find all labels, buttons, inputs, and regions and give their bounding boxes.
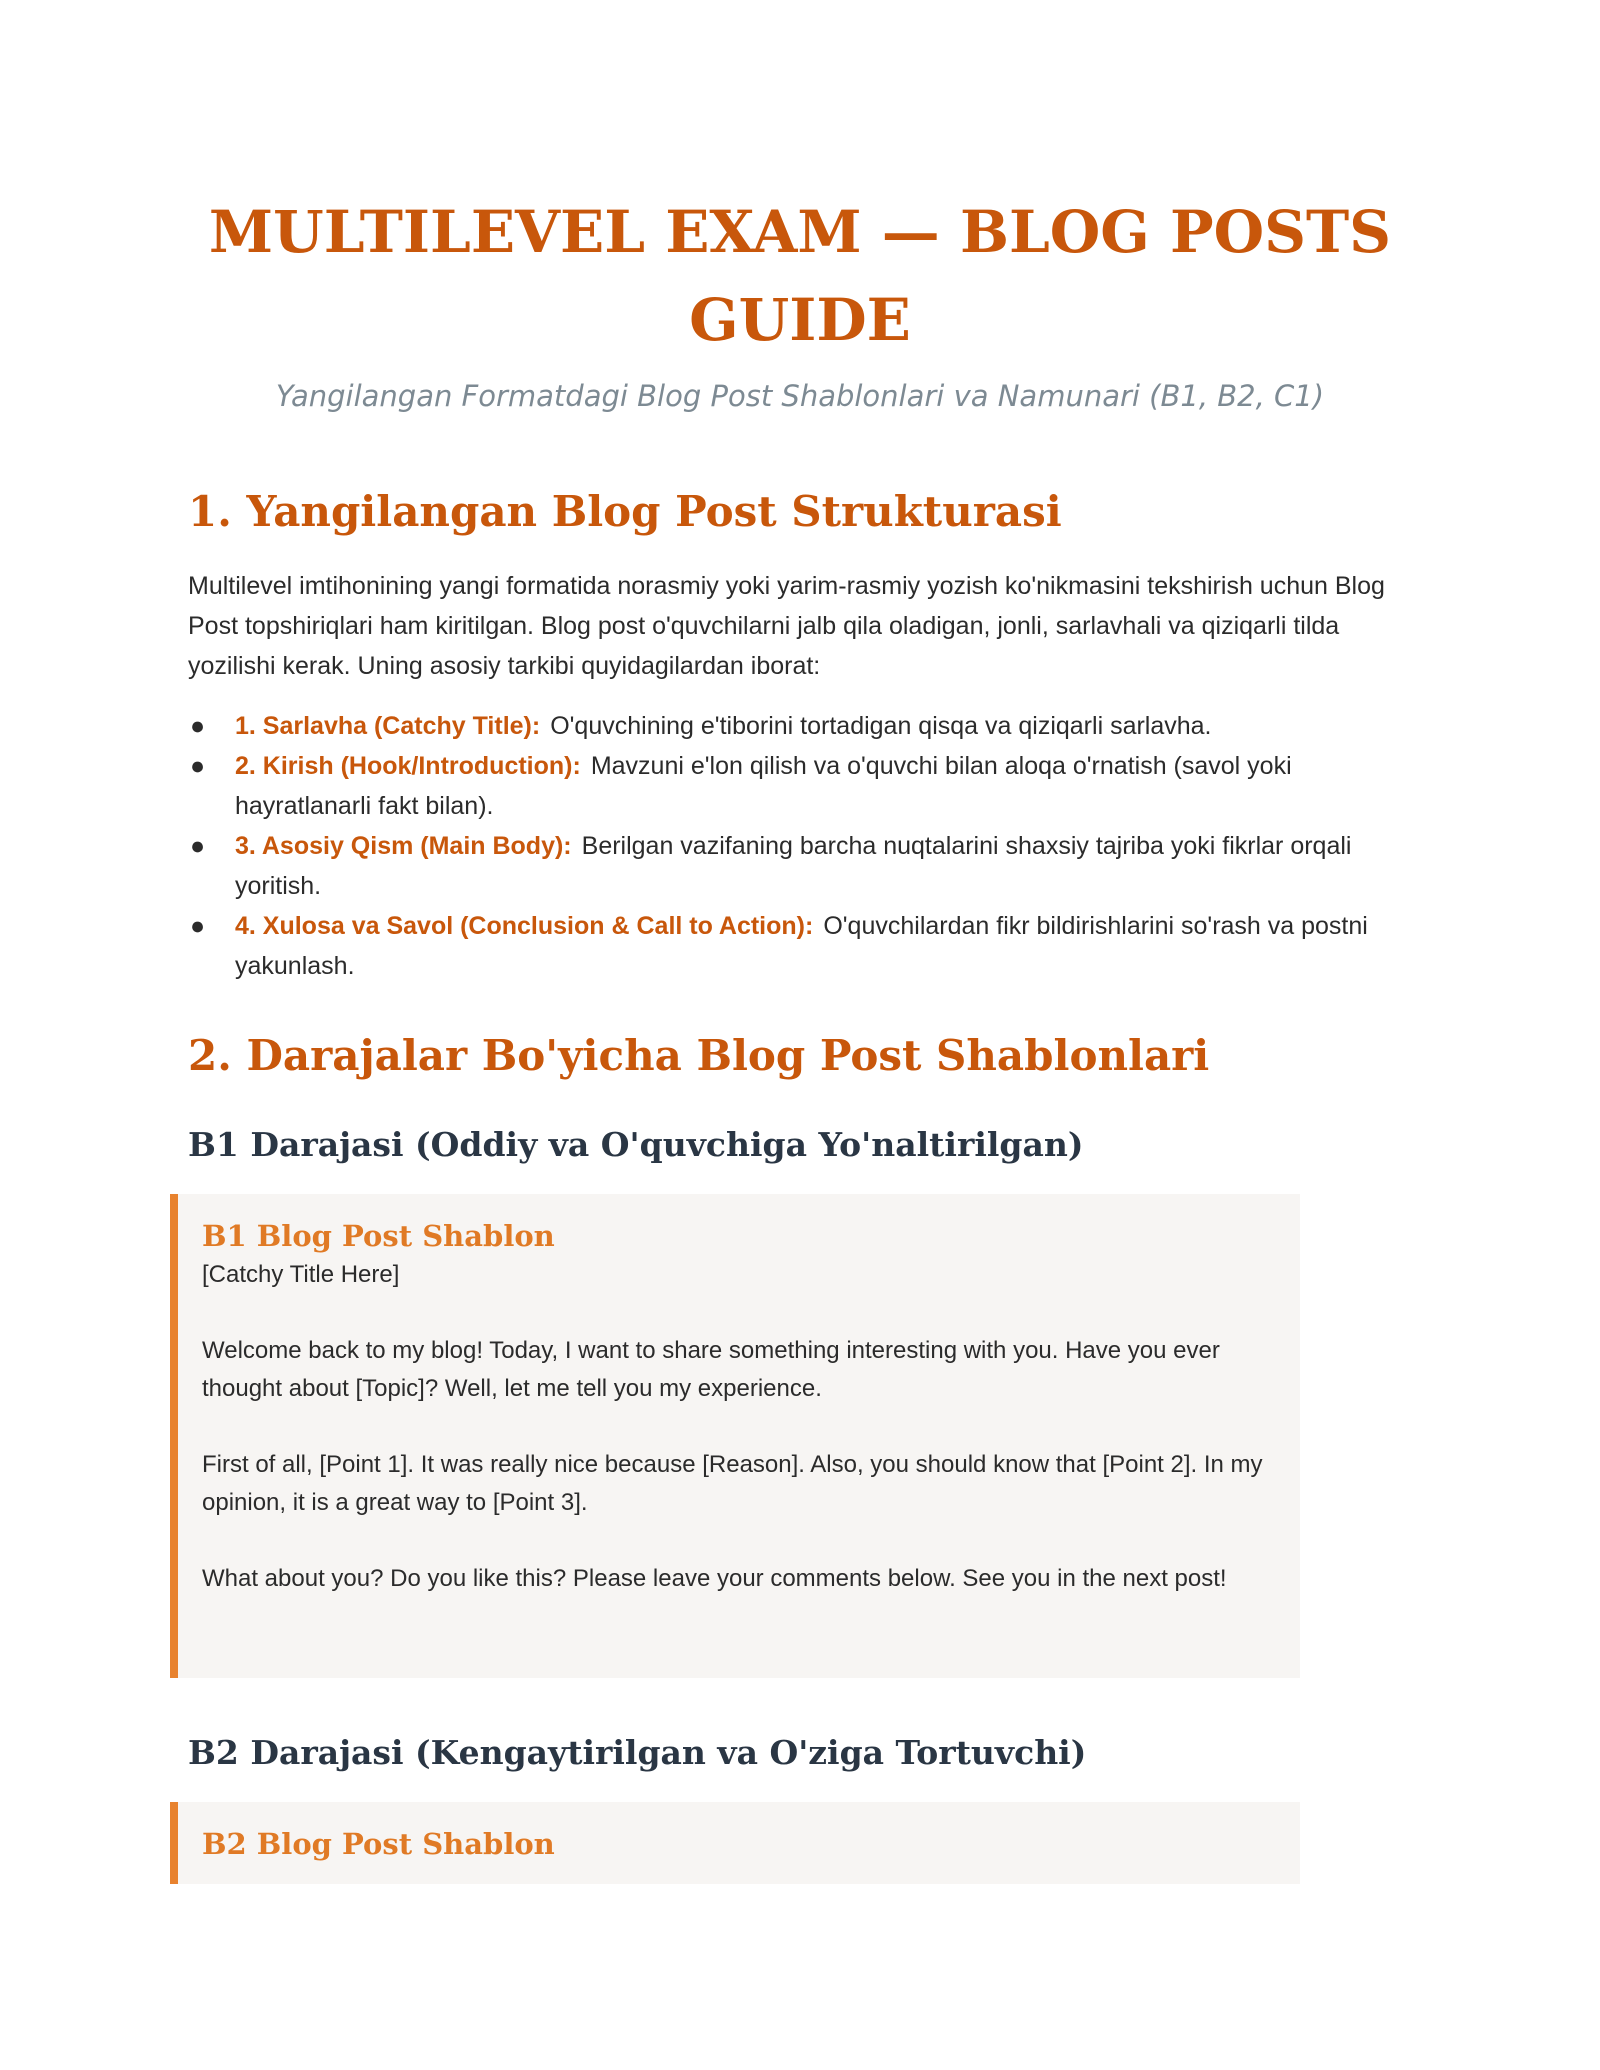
list-item-label: 2. Kirish (Hook/Introduction): [235, 752, 581, 780]
bullet-icon: ● [190, 712, 206, 740]
section-1-heading: 1. Yangilangan Blog Post Strukturasi [188, 487, 1062, 536]
list-item-text: Mavzuni e'lon qilish va o'quvchi bilan aloqa o'rnatish (savol yoki hayratlanarli fakt bilan). [235, 752, 1292, 820]
b2-template-title: B2 Blog Post Shablon [202, 1827, 555, 1861]
section-1-intro: Multilevel imtihonining yangi formatida norasmiy yoki yarim-rasmiy yozish ko'nikmasini tekshirish uchun Blog Post topshiriqlari ham kiritilgan. Blog post o'quvchilarni jalb qila oladigan, jonli, sarlavhali va qiziqarli tilda yozilishi kerak. Uning asosiy tarkibi quyidagilardan iborat: [188, 572, 1385, 680]
list-item [188, 746, 1412, 826]
list-item-label: 4. Xulosa va Savol (Conclusion & Call to Action): [235, 912, 814, 940]
b1-template-paragraph: Welcome back to my blog! Today, I want to share something interesting with you. Have you ever thought about [Topic]? Well, let me tell you my experience. [202, 1337, 1220, 1402]
b1-template-paragraph: First of all, [Point 1]. It was really nice because [Reason]. Also, you should know that [Point 2]. In my opinion, it is a great way to [Point 3]. [202, 1451, 1263, 1516]
list-item-text: Berilgan vazifaning barcha nuqtalarini shaxsiy tajriba yoki fikrlar orqali yoritish. [235, 832, 1352, 900]
document-page [188, 0, 1412, 1884]
document-title: MULTILEVEL EXAM — BLOG POSTS GUIDE [208, 198, 1392, 354]
list-item [188, 706, 1412, 746]
bullet-icon: ● [190, 752, 206, 780]
list-item [188, 826, 1412, 906]
section-2-heading: 2. Darajalar Bo'yicha Blog Post Shablonlari [188, 1031, 1210, 1080]
b1-template-paragraph: What about you? Do you like this? Please leave your comments below. See you in the next post! [202, 1565, 1227, 1592]
b2-template-box [170, 1802, 1300, 1884]
list-item [188, 906, 1412, 986]
b1-template-box [170, 1194, 1300, 1678]
bullet-icon: ● [190, 832, 206, 860]
b2-level-heading: B2 Darajasi (Kengaytirilgan va O'ziga Tortuvchi) [188, 1733, 1087, 1772]
list-item-label: 3. Asosiy Qism (Main Body): [235, 832, 572, 860]
list-item-label: 1. Sarlavha (Catchy Title): [235, 712, 541, 740]
bullet-icon: ● [190, 912, 206, 940]
b1-template-title-line: [Catchy Title Here] [202, 1261, 400, 1288]
document-subtitle: Yangilangan Formatdagi Blog Post Shablonlari va Namunari (B1, B2, C1) [275, 379, 1325, 413]
b1-template-title: B1 Blog Post Shablon [202, 1219, 555, 1253]
b1-level-heading: B1 Darajasi (Oddiy va O'quvchiga Yo'naltirilgan) [188, 1125, 1084, 1164]
list-item-text: O'quvchining e'tiborini tortadigan qisqa va qiziqarli sarlavha. [550, 712, 1212, 740]
structure-list [188, 706, 1412, 986]
list-item-text: O'quvchilardan fikr bildirishlarini so'rash va postni yakunlash. [235, 912, 1368, 980]
